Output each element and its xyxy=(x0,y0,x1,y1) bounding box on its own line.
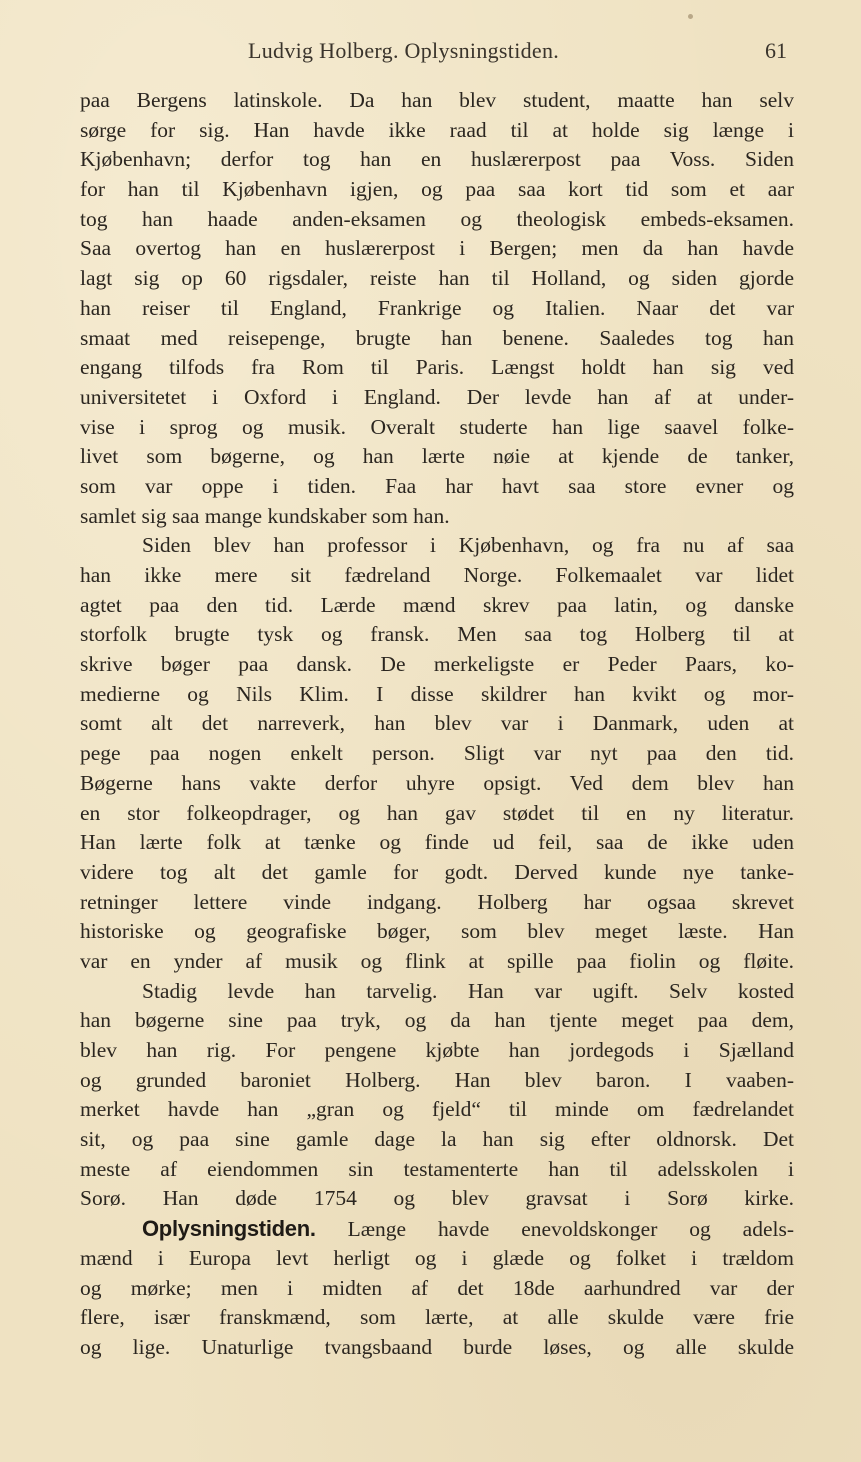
section-heading: Oplysningstiden. xyxy=(142,1216,316,1242)
text-line: sørge for sig. Han havde ikke raad til at holde sig længe i xyxy=(80,117,794,142)
text-line: en stor folkeopdrager, og han gav stødet til en ny literatur. xyxy=(80,800,794,825)
text-line: skrive bøger paa dansk. De merkeligste er Peder Paars, ko- xyxy=(80,652,794,677)
text-line: flere, især franskmænd, som lærte, at alle skulde være frie xyxy=(80,1305,794,1330)
text-line: for han til Kjøbenhavn igjen, og paa saa kort tid som et aar xyxy=(80,177,794,202)
text-line: vise i sprog og musik. Overalt studerte han lige saavel folke- xyxy=(80,414,794,439)
text-line: Saa overtog han en huslærerpost i Bergen; men da han havde xyxy=(80,236,794,261)
text-line: livet som bøgerne, og han lærte nøie at kjende de tanker, xyxy=(80,444,794,469)
text-line: Sorø. Han døde 1754 og blev gravsat i Sorø kirke. xyxy=(80,1186,794,1211)
text-line: og lige. Unaturlige tvangsbaand burde løses, og alle skulde xyxy=(80,1334,794,1359)
ink-speck xyxy=(688,14,693,19)
text-line: og grunded baroniet Holberg. Han blev baron. I vaaben- xyxy=(80,1067,794,1092)
text-line: agtet paa den tid. Lærde mænd skrev paa latin, og danske xyxy=(80,592,794,617)
text-line: storfolk brugte tysk og fransk. Men saa tog Holberg til at xyxy=(80,622,794,647)
text-line: universitetet i Oxford i England. Der levde han af at under- xyxy=(80,384,794,409)
text-line: engang tilfods fra Rom til Paris. Længst holdt han sig ved xyxy=(80,355,794,380)
text-line: var en ynder af musik og flink at spille paa fiolin og fløite. xyxy=(80,948,794,973)
text-line: Kjøbenhavn; derfor tog han en huslærerpost paa Voss. Siden xyxy=(80,147,794,172)
page-number: 61 xyxy=(765,38,787,63)
text-line: lagt sig op 60 rigsdaler, reiste han til Holland, og siden gjorde xyxy=(80,266,794,291)
text-line: Siden blev han professor i Kjøbenhavn, og fra nu af saa xyxy=(142,533,794,558)
text-line: han bøgerne sine paa tryk, og da han tjente meget paa dem, xyxy=(80,1008,794,1033)
text-line: smaat med reisepenge, brugte han benene. Saaledes tog han xyxy=(80,325,794,350)
text-line: retninger lettere vinde indgang. Holberg har ogsaa skrevet xyxy=(80,889,794,914)
text-line: historiske og geografiske bøger, som blev meget læste. Han xyxy=(80,919,794,944)
text-line: medierne og Nils Klim. I disse skildrer han kvikt og mor- xyxy=(80,681,794,706)
text-line: paa Bergens latinskole. Da han blev student, maatte han selv xyxy=(80,88,794,112)
text-line: pege paa nogen enkelt person. Sligt var nyt paa den tid. xyxy=(80,741,794,766)
text-line: somt alt det narreverk, han blev var i Danmark, uden at xyxy=(80,711,794,736)
text-line: Stadig levde han tarvelig. Han var ugift. Selv kosted xyxy=(142,978,794,1003)
text-line: Han lærte folk at tænke og finde ud feil, saa de ikke uden xyxy=(80,830,794,855)
text-line: og mørke; men i midten af det 18de aarhundred var der xyxy=(80,1275,794,1300)
section-first-line xyxy=(80,1214,794,1244)
body-text xyxy=(80,86,794,1363)
text-line: videre tog alt det gamle for godt. Derved kunde nye tanke- xyxy=(80,859,794,884)
running-title: Ludvig Holberg. Oplysningstiden. xyxy=(248,38,560,63)
text-line: sit, og paa sine gamle dage la han sig efter oldnorsk. Det xyxy=(80,1127,794,1152)
text-line: merket havde han „gran og fjeld“ til minde om fædrelandet xyxy=(80,1097,794,1122)
text-line: meste af eiendommen sin testamenterte han til adelsskolen i xyxy=(80,1156,794,1181)
text-line: som var oppe i tiden. Faa har havt saa store evner og xyxy=(80,473,794,498)
text-line: tog han haade anden-eksamen og theologisk embeds-eksamen. xyxy=(80,206,794,231)
text-line: Bøgerne hans vakte derfor uhyre opsigt. Ved dem blev han xyxy=(80,770,794,795)
text-line: han reiser til England, Frankrige og Italien. Naar det var xyxy=(80,295,794,320)
text-line: mænd i Europa levt herligt og i glæde og folket i trældom xyxy=(80,1245,794,1270)
text-line: blev han rig. For pengene kjøbte han jordegods i Sjælland xyxy=(80,1038,794,1062)
text-line: samlet sig saa mange kundskaber som han. xyxy=(80,503,450,528)
text-line: han ikke mere sit fædreland Norge. Folkemaalet var lidet xyxy=(80,563,794,587)
section-first-line-text: Længe havde enevoldskonger og adels- xyxy=(347,1217,794,1242)
